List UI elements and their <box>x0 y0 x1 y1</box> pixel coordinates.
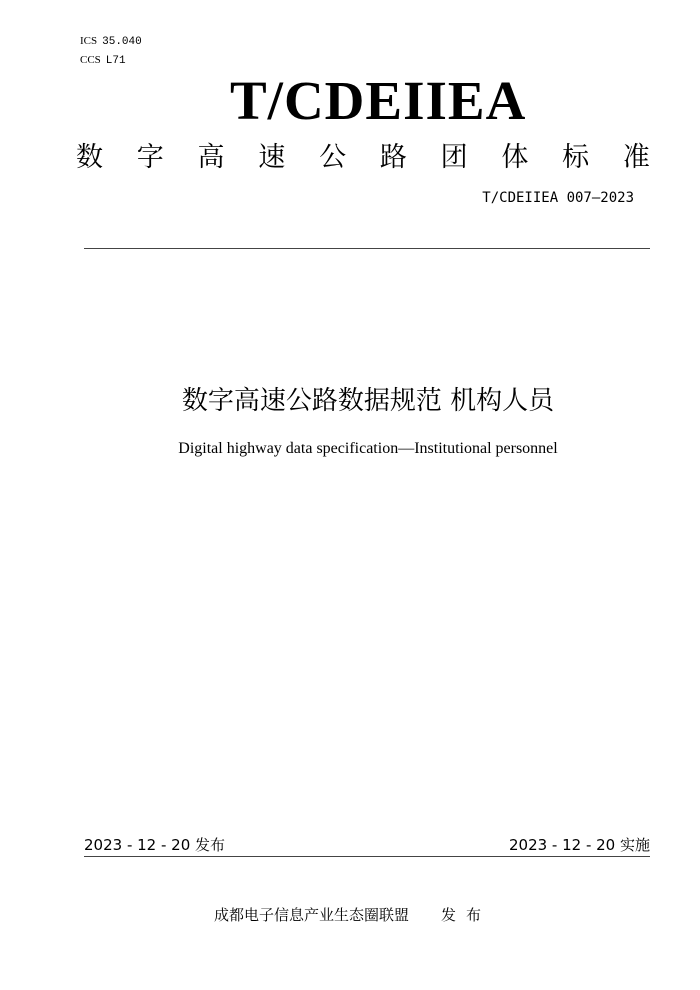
top-divider <box>84 248 650 249</box>
bottom-divider <box>84 856 650 857</box>
org-char: 路 <box>379 141 407 173</box>
ccs-code: L71 <box>105 55 126 67</box>
organization-logo: T/CDEIIEA <box>230 70 527 131</box>
ccs-label: CCS <box>80 54 101 66</box>
organization-standard-type <box>76 134 650 174</box>
org-char: 字 <box>136 141 164 173</box>
ics-label: ICS <box>80 35 98 47</box>
org-char: 体 <box>501 141 529 173</box>
standard-number: T/CDEIIEA 007—2023 <box>482 190 634 206</box>
publisher-verb: 发布 <box>441 906 492 924</box>
org-char: 公 <box>319 141 347 173</box>
ics-code: 35.040 <box>102 36 142 48</box>
implementation-date: 2023 - 12 - 20 实施 <box>508 836 650 854</box>
org-char: 准 <box>622 141 650 173</box>
org-char: 速 <box>258 141 286 173</box>
issue-date: 2023 - 12 - 20 发布 <box>84 836 226 854</box>
ics-line <box>80 34 142 49</box>
org-char: 标 <box>562 141 590 173</box>
org-char: 数 <box>76 141 103 173</box>
document-title-english: Digital highway data specification—Institutional personnel <box>178 440 558 457</box>
org-char: 团 <box>440 141 468 173</box>
ccs-line <box>80 53 126 68</box>
org-char: 高 <box>197 141 225 173</box>
document-title-chinese: 数字高速公路数据规范 机构人员 <box>181 386 555 416</box>
publisher <box>214 904 491 925</box>
publisher-name: 成都电子信息产业生态圈联盟 <box>214 906 410 924</box>
